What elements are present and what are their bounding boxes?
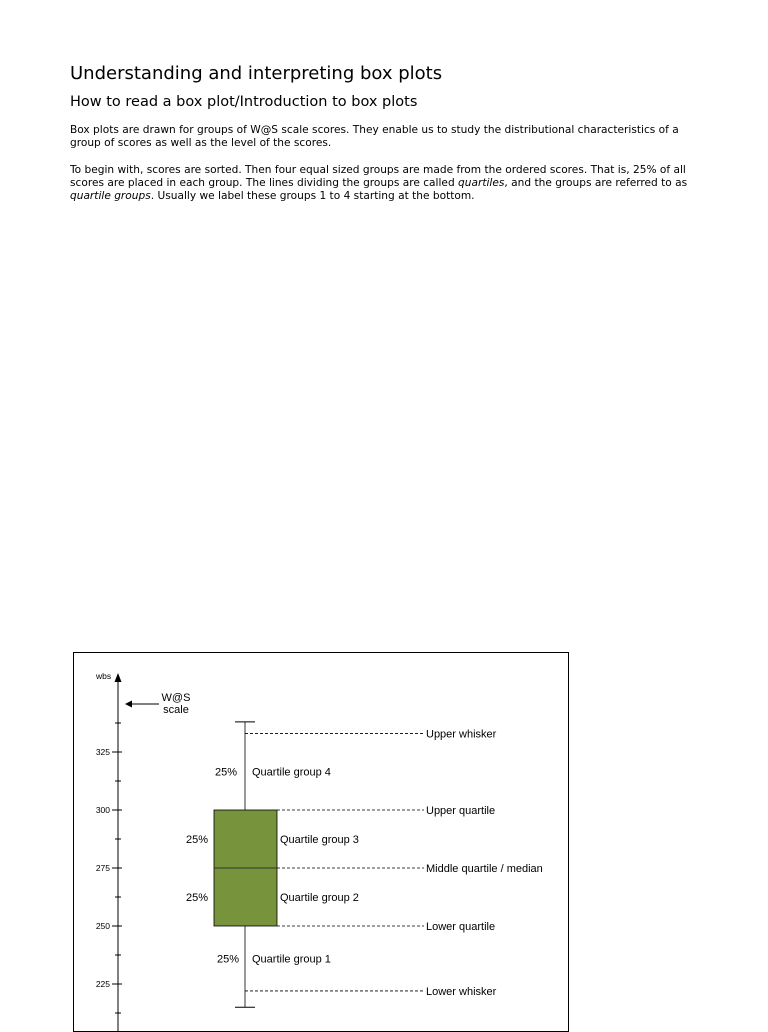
box-plot-svg (74, 653, 569, 1032)
group3-percent: 25% (186, 834, 209, 846)
y-tick-label: 325 (95, 747, 110, 757)
upper-whisker-label: Upper whisker (426, 728, 497, 741)
group1-percent: 25% (217, 953, 240, 966)
upper-quartile-label: Upper quartile (426, 805, 496, 817)
quartiles-term: quartiles (458, 177, 505, 189)
page-title: Understanding and interpreting box plots (70, 63, 443, 84)
y-tick-label: 275 (95, 863, 110, 873)
scale-label-line1: W@S (161, 692, 191, 704)
quartile-paragraph (70, 164, 710, 203)
group3-label: Quartile group 3 (280, 834, 359, 846)
median-label: Middle quartile / median (426, 863, 543, 875)
y-tick-label: 225 (95, 979, 110, 989)
y-axis-arrow-icon (115, 673, 122, 682)
group4-percent: 25% (215, 766, 238, 779)
scale-label-line2: scale (163, 704, 189, 716)
box-plot-figure (73, 652, 569, 1032)
quartile-paragraph-text-2: , and the groups are referred to as (504, 177, 688, 189)
group1-label: Quartile group 1 (252, 953, 331, 966)
y-axis-title: wbs (96, 671, 112, 681)
intro-paragraph: Box plots are drawn for groups of W@S scale scores. They enable us to study the distributional characteristics of a group of scores as well as the level of the scores. (70, 124, 679, 149)
group2-percent: 25% (186, 892, 209, 904)
y-tick-label: 250 (95, 921, 110, 931)
group4-label: Quartile group 4 (252, 766, 331, 779)
group2-label: Quartile group 2 (280, 892, 359, 904)
y-tick-label: 300 (95, 805, 110, 815)
page-subtitle: How to read a box plot/Introduction to box plots (70, 94, 418, 110)
quartile-paragraph-text-3: . Usually we label these groups 1 to 4 starting at the bottom. (150, 190, 475, 202)
scale-arrow-icon (125, 701, 132, 708)
quartile-groups-term: quartile groups (70, 190, 151, 202)
lower-whisker-label: Lower whisker (426, 985, 497, 998)
lower-quartile-label: Lower quartile (426, 921, 496, 933)
quartile-paragraph-text-1: To begin with, scores are sorted. Then four equal sized groups are made from the ordered scores. That is, 25% of all scores are placed in each group. The lines dividing the groups are called (70, 164, 686, 189)
